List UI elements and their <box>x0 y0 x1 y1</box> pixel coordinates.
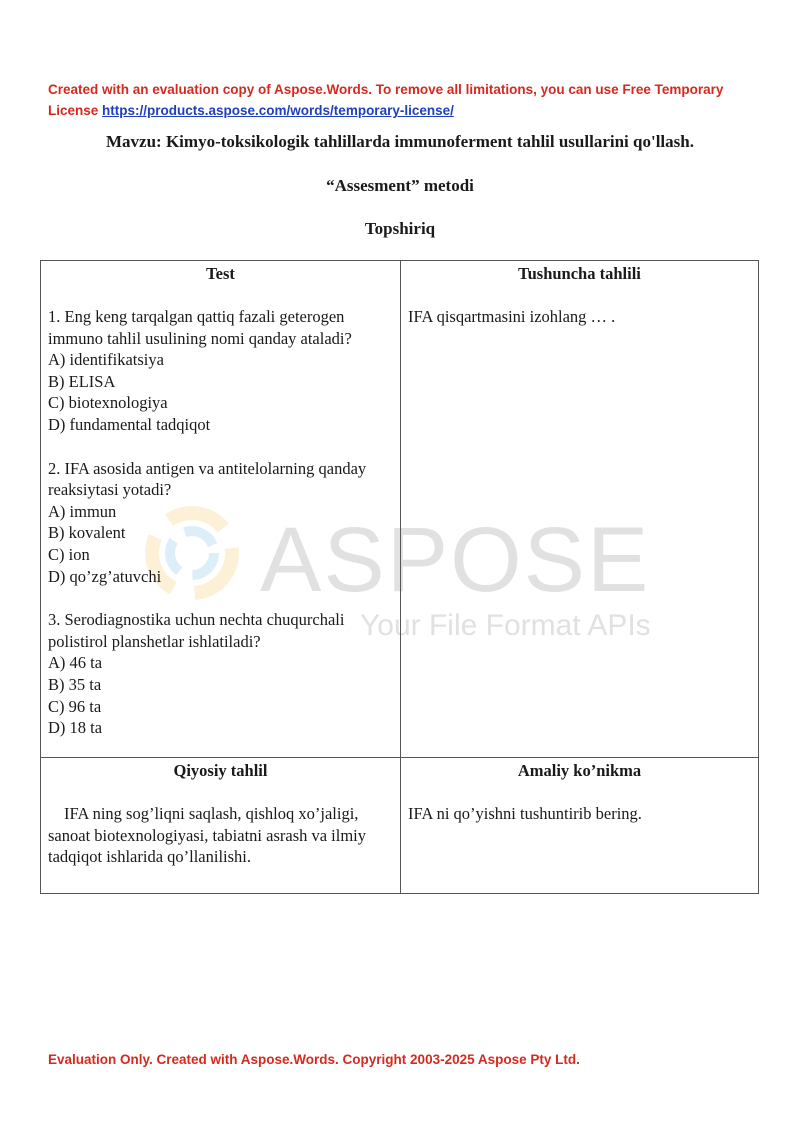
answer-option: A) 46 ta <box>48 653 103 673</box>
evaluation-notice <box>48 79 748 121</box>
answer-option: C) 96 ta <box>48 696 102 716</box>
assessment-table <box>40 260 759 894</box>
table-row <box>41 261 759 758</box>
question-2 <box>48 458 393 588</box>
temporary-license-link[interactable]: https://products.aspose.com/words/temporary-license/ <box>102 103 454 118</box>
question-1 <box>48 306 393 436</box>
evaluation-notice-text: Created with an evaluation copy of Aspose.Words. To remove all limitations, you can use Free Temporary License <box>48 82 724 118</box>
concept-analysis-cell <box>401 261 759 758</box>
answer-option: B) ELISA <box>48 371 116 391</box>
topic-title: Mavzu: Kimyo-toksikologik tahlillarda immunoferment tahlil usullarini qo'llash. <box>106 132 694 151</box>
method-title: “Assesment” metodi <box>326 176 474 195</box>
task-title: Topshiriq <box>364 219 436 238</box>
test-cell <box>41 261 401 758</box>
answer-option: C) biotexnologiya <box>48 393 168 413</box>
table-row <box>41 758 759 894</box>
watermark-brand: ASPOSE <box>260 509 651 611</box>
answer-option: A) immun <box>48 501 117 521</box>
answer-option: D) fundamental tadqiqot <box>48 414 211 434</box>
answer-option: D) 18 ta <box>48 718 103 738</box>
practical-skill-header: Amaliy ko’nikma <box>517 761 642 780</box>
concept-analysis-header: Tushuncha tahlili <box>518 264 641 283</box>
test-header: Test <box>206 264 235 283</box>
comparative-analysis-header: Qiyosiy tahlil <box>173 761 268 780</box>
question-3 <box>48 609 393 739</box>
practical-skill-cell <box>401 758 759 894</box>
answer-option: B) 35 ta <box>48 674 102 694</box>
question-text: 1. Eng keng tarqalgan qattiq fazali geterogen immuno tahlil usulining nomi qanday ataladi? <box>48 307 352 348</box>
answer-option: A) identifikatsiya <box>48 350 164 370</box>
answer-option: B) kovalent <box>48 523 126 543</box>
question-text: 3. Serodiagnostika uchun nechta chuqurchali polistirol planshetlar ishlatiladi? <box>48 610 345 651</box>
answer-option: C) ion <box>48 544 90 564</box>
concept-analysis-text: IFA qisqartmasini izohlang … . <box>408 307 616 326</box>
comparative-analysis-text: IFA ning sog’liqni saqlash, qishloq xo’jaligi, sanoat biotexnologiyasi, tabiatni asrash va ilmiy tadqiqot ishlarida qo’llanilishi. <box>48 804 367 867</box>
watermark-tagline: Your File Format APIs <box>360 609 651 642</box>
answer-option: D) qo’zg’atuvchi <box>48 566 162 586</box>
comparative-analysis-cell <box>41 758 401 894</box>
practical-skill-text: IFA ni qo’yishni tushuntirib bering. <box>408 804 642 823</box>
evaluation-footer: Evaluation Only. Created with Aspose.Words. Copyright 2003-2025 Aspose Pty Ltd. <box>48 1052 580 1067</box>
question-text: 2. IFA asosida antigen va antitelolarning qanday reaksiytasi yotadi? <box>48 458 367 500</box>
